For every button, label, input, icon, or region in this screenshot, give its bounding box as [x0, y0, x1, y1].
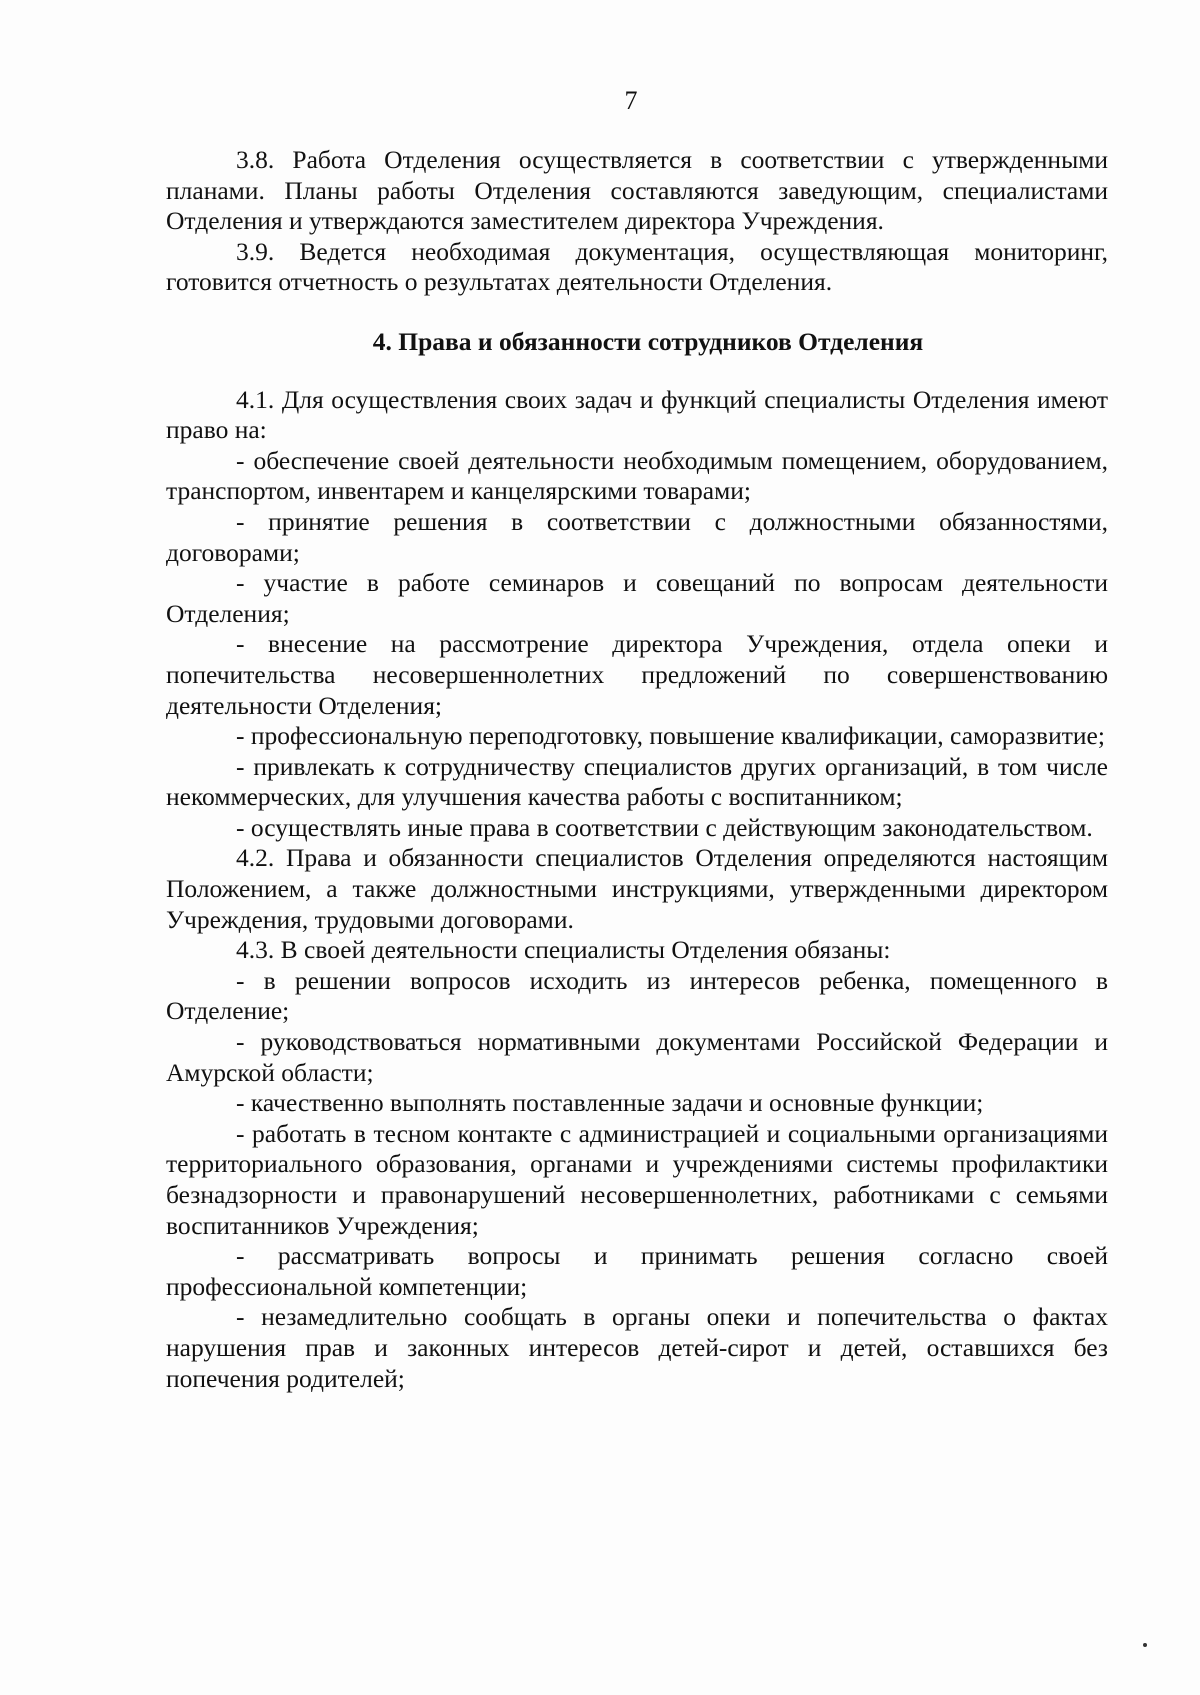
section-heading-4: 4. Права и обязанности сотрудников Отделения	[372, 326, 924, 356]
list-item: - незамедлительно сообщать в органы опеки и попечительства о фактах нарушения прав и законных интересов детей-сирот и детей, оставшихся без попечения родителей;	[166, 1302, 1108, 1393]
list-item: - работать в тесном контакте с администрацией и социальными организациями территориального образования, органами и учреждениями системы профилактики безнадзорности и правонарушений несовершеннолетних, работниками с семьями воспитанников Учреждения;	[166, 1118, 1108, 1240]
list-item: - рассматривать вопросы и принимать решения согласно своей профессиональной компетенции;	[166, 1241, 1108, 1301]
paragraph-4-2: 4.2. Права и обязанности специалистов Отделения определяются настоящим Положением, а также должностными инструкциями, утвержденными директором Учреждения, трудовыми договорами.	[166, 843, 1108, 934]
paragraph-4-1: 4.1. Для осуществления своих задач и функций специалисты Отделения имеют право на:	[166, 384, 1108, 445]
paragraph-4-3: 4.3. В своей деятельности специалисты Отделения обязаны:	[236, 935, 891, 965]
scan-speck	[1143, 1643, 1147, 1647]
document-body	[166, 145, 1108, 1394]
list-item: - качественно выполнять поставленные задачи и основные функции;	[236, 1088, 984, 1118]
list-item: - привлекать к сотрудничеству специалистов других организаций, в том числе некоммерческих, для улучшения качества работы с воспитанником;	[166, 751, 1108, 812]
list-item: - обеспечение своей деятельности необходимым помещением, оборудованием, транспортом, инвентарем и канцелярскими товарами;	[166, 445, 1108, 506]
list-item: - руководствоваться нормативными документами Российской Федерации и Амурской области;	[166, 1027, 1108, 1087]
paragraph-3-9: 3.9. Ведется необходимая документация, осуществляющая мониторинг, готовится отчетность о результатах деятельности Отделения.	[166, 236, 1108, 297]
list-item: - участие в работе семинаров и совещаний по вопросам деятельности Отделения;	[166, 568, 1108, 628]
list-item: - принятие решения в соответствии с должностными обязанностями, договорами;	[166, 506, 1108, 567]
paragraph-3-8: 3.8. Работа Отделения осуществляется в соответствии с утвержденными планами. Планы работы Отделения составляются заведующим, специалистами Отделения и утверждаются заместителем директора Учреждения.	[166, 145, 1108, 236]
list-item: - осуществлять иные права в соответствии с действующим законодательством.	[236, 812, 1093, 842]
page-number: 7	[624, 86, 638, 115]
list-item: - внесение на рассмотрение директора Учреждения, отдела опеки и попечительства несовершеннолетних предложений по совершенствованию деятельности Отделения;	[166, 629, 1108, 720]
list-item: - профессиональную переподготовку, повышение квалификации, саморазвитие;	[236, 721, 1105, 751]
list-item: - в решении вопросов исходить из интересов ребенка, помещенного в Отделение;	[166, 965, 1108, 1026]
